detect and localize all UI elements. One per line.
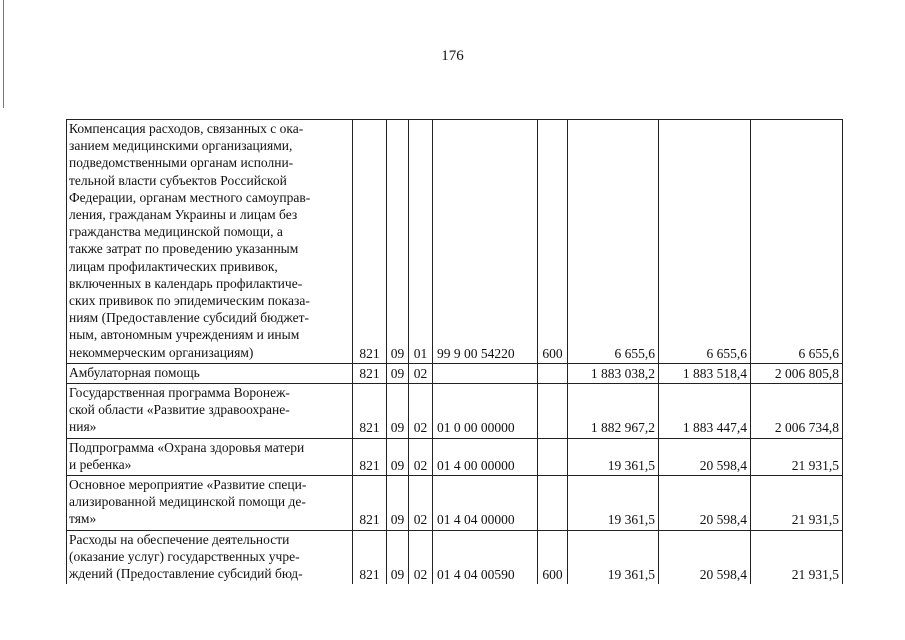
amount-year-2: 20 598,4 [659, 530, 751, 584]
expense-name-line: (оказание услуг) государственных учре- [69, 548, 300, 564]
section-code: 09 [387, 120, 409, 364]
expense-name-line: лицам профилактических прививок, [69, 258, 278, 274]
expense-type-code [538, 384, 568, 439]
target-article-code [433, 363, 538, 383]
amount-year-2: 6 655,6 [659, 120, 751, 364]
expense-name-cell [67, 363, 353, 383]
expense-name-line: тям» [69, 511, 97, 527]
expense-name-line: ниям (Предоставление субсидий бюджет- [69, 310, 309, 326]
expense-name-line: подведомственными органам исполни- [69, 155, 294, 171]
amount-year-1: 19 361,5 [568, 476, 659, 531]
expense-type-code [538, 438, 568, 475]
page-number: 176 [441, 48, 464, 64]
table-row [67, 476, 843, 531]
expense-name-line: Амбулаторная помощь [69, 364, 200, 380]
amount-year-2: 20 598,4 [659, 476, 751, 531]
table-row [67, 120, 843, 364]
section-code: 09 [387, 476, 409, 531]
subsection-code: 02 [409, 476, 433, 531]
amount-year-2: 20 598,4 [659, 438, 751, 475]
expense-type-code: 600 [538, 120, 568, 364]
section-code: 09 [387, 530, 409, 584]
ministry-code: 821 [353, 476, 387, 531]
target-article-code: 01 4 04 00590 [433, 530, 538, 584]
subsection-code: 02 [409, 438, 433, 475]
table-row [67, 363, 843, 383]
expense-name-line: ской области «Развитие здравоохране- [69, 402, 290, 418]
expense-name-line: Компенсация расходов, связанных с ока- [69, 121, 304, 136]
ministry-code: 821 [353, 120, 387, 364]
amount-year-1: 1 883 038,2 [568, 363, 659, 383]
target-article-code: 01 0 00 00000 [433, 384, 538, 439]
ministry-code: 821 [353, 530, 387, 584]
expense-name-line: Основное мероприятие «Развитие специ- [69, 477, 307, 493]
subsection-code: 02 [409, 384, 433, 439]
table-row [67, 438, 843, 475]
expense-name-line: ления, гражданам Украины и лицам без [69, 207, 298, 223]
amount-year-2: 1 883 518,4 [659, 363, 751, 383]
expense-name-cell [67, 120, 353, 364]
expense-name-line: ских прививок по эпидемическим показа- [69, 293, 310, 309]
expense-name-line: Расходы на обеспечение деятельности [69, 531, 290, 547]
target-article-code: 99 9 00 54220 [433, 120, 538, 364]
table-body [67, 120, 843, 585]
expense-name-line: тельной власти субъектов Российской [69, 172, 287, 188]
section-code: 09 [387, 384, 409, 439]
table-row [67, 384, 843, 439]
budget-table [66, 119, 843, 584]
expense-name-line: гражданства медицинской помощи, а [69, 224, 283, 240]
section-code: 09 [387, 363, 409, 383]
subsection-code: 02 [409, 363, 433, 383]
expense-type-code [538, 363, 568, 383]
expense-type-code [538, 476, 568, 531]
expense-name-line: Федерации, органам местного самоуправ- [69, 189, 311, 205]
expense-name-line: ждений (Предоставление субсидий бюд- [69, 566, 303, 582]
amount-year-3: 21 931,5 [751, 530, 843, 584]
amount-year-1: 19 361,5 [568, 438, 659, 475]
expense-name-cell [67, 530, 353, 584]
expense-name-line: некоммерческим организациям) [69, 344, 254, 360]
subsection-code: 02 [409, 530, 433, 584]
amount-year-3: 6 655,6 [751, 120, 843, 364]
amount-year-1: 19 361,5 [568, 530, 659, 584]
expense-name-line: ния» [69, 419, 97, 435]
ministry-code: 821 [353, 363, 387, 383]
expense-name-line: ным, автономным учреждениям и иным [69, 327, 300, 343]
expense-name-line: включенных в календарь профилактиче- [69, 275, 303, 291]
amount-year-3: 2 006 734,8 [751, 384, 843, 439]
subsection-code: 01 [409, 120, 433, 364]
expense-name-line: Государственная программа Воронеж- [69, 385, 290, 401]
target-article-code: 01 4 04 00000 [433, 476, 538, 531]
section-code: 09 [387, 438, 409, 475]
expense-name-line: также затрат по проведению указанным [69, 241, 299, 257]
amount-year-3: 2 006 805,8 [751, 363, 843, 383]
ministry-code: 821 [353, 438, 387, 475]
expense-name-line: ализированной медицинской помощи де- [69, 494, 306, 510]
expense-name-cell [67, 384, 353, 439]
expense-name-line: Подпрограмма «Охрана здоровья матери [69, 439, 305, 455]
expense-name-cell [67, 438, 353, 475]
expense-name-line: занием медицинскими организациями, [69, 138, 293, 154]
target-article-code: 01 4 00 00000 [433, 438, 538, 475]
amount-year-2: 1 883 447,4 [659, 384, 751, 439]
ministry-code: 821 [353, 384, 387, 439]
expense-name-cell [67, 476, 353, 531]
expense-name-line: и ребенка» [69, 456, 132, 472]
expense-type-code: 600 [538, 530, 568, 584]
amount-year-3: 21 931,5 [751, 476, 843, 531]
amount-year-1: 1 882 967,2 [568, 384, 659, 439]
table-row [67, 530, 843, 584]
amount-year-3: 21 931,5 [751, 438, 843, 475]
amount-year-1: 6 655,6 [568, 120, 659, 364]
